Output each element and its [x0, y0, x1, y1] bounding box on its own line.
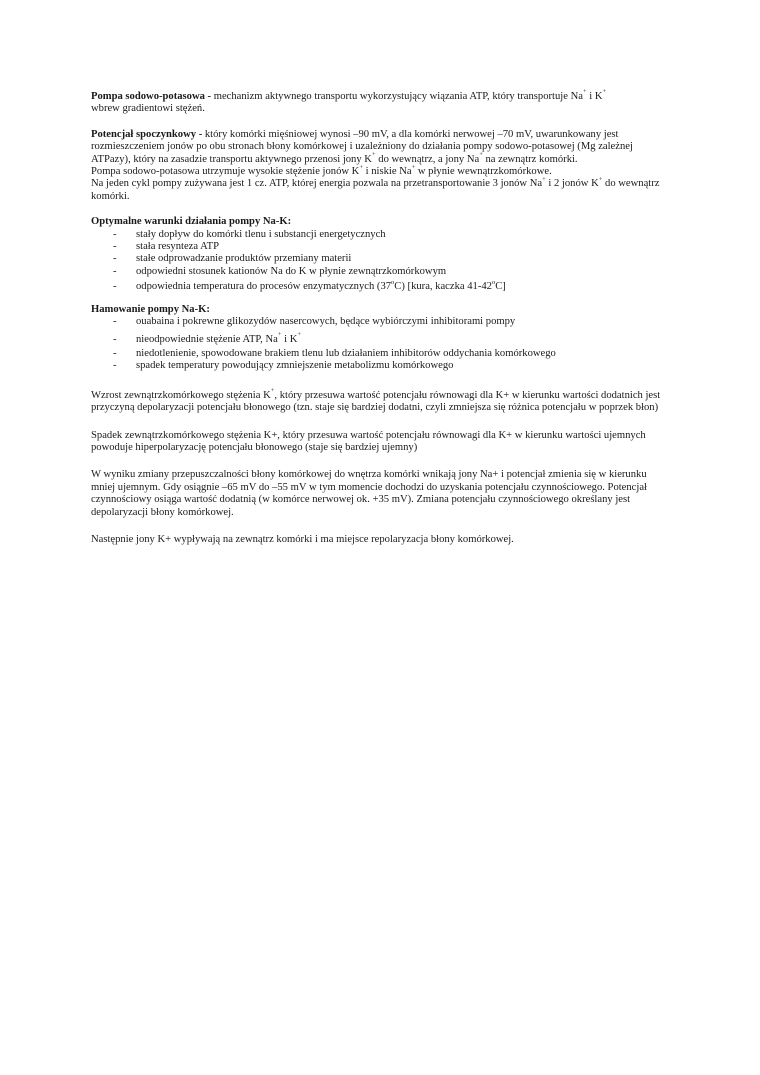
heading-pump-inhibition [91, 304, 671, 316]
text: i 2 jonów K [545, 178, 599, 190]
list-item [91, 241, 671, 253]
superscript: + [582, 88, 587, 96]
superscript: + [371, 151, 376, 159]
list-item-text: odpowiednia temperatura do procesów enzymatycznych (37 [136, 281, 392, 293]
dash-bullet: - [113, 241, 117, 253]
dash-bullet: - [113, 265, 117, 277]
paragraph-depolarization [91, 387, 671, 415]
list-item [91, 278, 671, 293]
list-item [91, 266, 671, 278]
text: Na jeden cykl pompy zużywana jest 1 cz. ATP, której energia pozwala na przetransportowanie 3 jonów Na [91, 178, 543, 190]
text: Pompa sodowo-potasowa utrzymuje wysokie stężenie jonów K [91, 166, 360, 178]
dash-bullet: - [113, 281, 117, 293]
list-item-text: stała resynteza ATP [136, 241, 219, 253]
text: do wewnątrz komórki. [91, 178, 660, 202]
dash-bullet: - [113, 333, 117, 345]
superscript: o [491, 278, 496, 286]
paragraph-resting-potential [91, 129, 671, 203]
dash-bullet: - [113, 316, 117, 328]
list-item-text: stały dopływ do komórki tlenu i substancji energetycznych [136, 228, 386, 240]
dash-bullet: - [113, 347, 117, 359]
superscript: + [479, 151, 483, 159]
list-optimal-conditions [91, 229, 671, 294]
dash-bullet: - [113, 228, 117, 240]
superscript: o [391, 278, 395, 286]
text: , który przesuwa wartość potencjału równowagi dla K+ w kierunku wartości dodatnich jest przyczyną depolaryzacji potencjału błonowego (tzn. staje się bardziej dodatni, czyli zmniejsza się różnica potencjału w poprzek błon) [91, 389, 661, 414]
text: na zewnątrz komórki. [482, 153, 578, 165]
list-item-text: spadek temperatury powodujący zmniejszenie metabolizmu komórkowego [136, 360, 454, 372]
superscript: + [297, 330, 302, 338]
text: do wewnątrz, a jony Na [375, 153, 480, 165]
superscript: + [270, 387, 275, 395]
list-item [91, 316, 671, 328]
text: i niskie Na [363, 166, 412, 178]
list-item [91, 360, 671, 372]
list-item-text: C) [kura, kaczka 41-42 [394, 281, 492, 293]
document-content [91, 88, 671, 546]
text: w płynie wewnątrzkomórkowe. [415, 166, 552, 178]
paragraph-sodium-potassium-pump [91, 88, 671, 116]
dash-bullet: - [113, 360, 117, 372]
paragraph-repolarization: Następnie jony K+ wypływają na zewnątrz komórki i ma miejsce repolaryzacja błony komórkowej. [91, 533, 514, 545]
text: i K [586, 91, 603, 102]
paragraph-action-potential: W wyniku zmiany przepuszczalności błony komórkowej do wnętrza komórki wnikają jony Na+ i potencjał zmienia się w kierunku mniej ujemnym. Gdy osiągnie –65 mV do –55 mV w tym momencie dochodzi do uzyskania potencjału czynnościowego. Potencjał czynnościowy osiąga wartość dodatnią (w komórce nerwowej ok. +35 mV). Zmiana potencjału czynnościowego określany jest depolaryzacji błony komórkowej. [91, 469, 647, 518]
superscript: + [542, 175, 546, 183]
list-item-text: niedotlenienie, spowodowane brakiem tlenu lub działaniem inhibitorów oddychania komórkowego [136, 347, 556, 359]
superscript: + [602, 88, 607, 96]
text: mechanizm aktywnego transportu wykorzystujący wiązania ATP, który transportuje Na [211, 91, 583, 102]
superscript: + [359, 163, 363, 171]
term-pump: Pompa sodowo-potasowa - [91, 91, 212, 102]
heading-optimal-conditions [91, 216, 671, 228]
list-item-text: ouabaina i pokrewne glikozydów nasercowych, będące wybiórczymi inhibitorami pompy [136, 316, 516, 328]
text: Wzrost zewnątrzkomórkowego stężenia K [91, 389, 271, 401]
superscript: + [277, 330, 282, 338]
term-resting-potential: Potencjał spoczynkowy - [91, 128, 203, 140]
paragraph-hyperpolarization: Spadek zewnątrzkomórkowego stężenia K+, który przesuwa wartość potencjału równowagi dla K+ w kierunku wartości ujemnych powoduje hiperpolaryzację potencjału błonowego (staje się bardziej ujemny) [91, 429, 646, 453]
list-item [91, 330, 671, 346]
list-item-text: i K [281, 333, 298, 345]
list-pump-inhibition [91, 316, 671, 373]
heading-text: Hamowanie pompy Na-K: [91, 303, 210, 315]
list-item-text: odpowiedni stosunek kationów Na do K w płynie zewnątrzkomórkowym [136, 265, 447, 277]
text: który komórki mięśniowej wynosi –90 mV, a dla komórki nerwowej –70 mV, uwarunkowany jest rozmieszczeniem jonów po obu stronach błony komórkowej i uzależniony do działania pompy sodowo-potasowej (Mg zależnej ATPazy), który na zasadzie transportu aktywnego przenosi jony K [91, 128, 633, 165]
list-item-text: nieodpowiednie stężenie ATP, Na [136, 333, 278, 345]
dash-bullet: - [113, 253, 117, 265]
list-item [91, 253, 671, 265]
list-item [91, 348, 671, 360]
heading-text: Optymalne warunki działania pompy Na-K: [91, 216, 292, 228]
list-item-text: stałe odprowadzanie produktów przemiany materii [136, 253, 352, 265]
list-item-text: C] [495, 281, 506, 293]
superscript: + [598, 175, 603, 183]
text: wbrew gradientowi stężeń. [91, 103, 205, 115]
superscript: + [411, 163, 416, 171]
list-item [91, 229, 671, 241]
